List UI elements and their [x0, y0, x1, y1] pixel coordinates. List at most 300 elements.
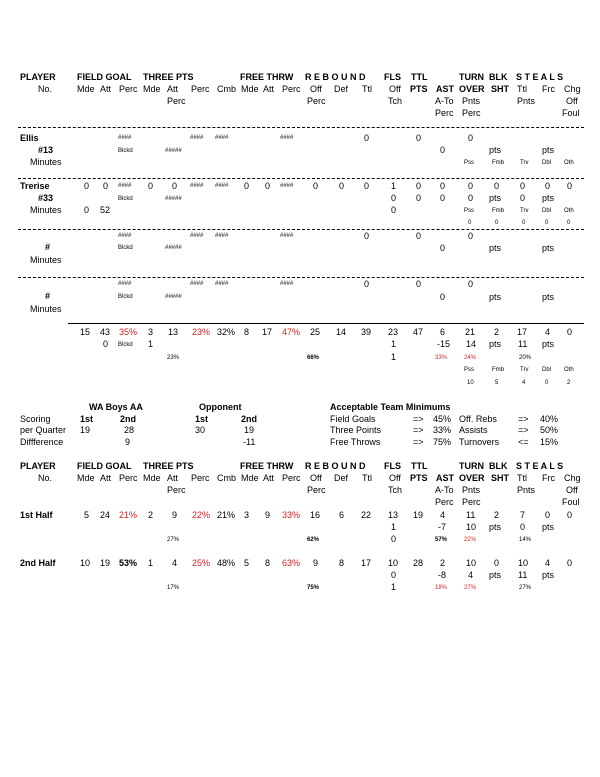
oth-value: 0 — [567, 220, 571, 226]
fg-attempts-heading: Att — [100, 84, 112, 94]
over-points: 4 — [468, 570, 474, 580]
assist-to-turnover: 0 — [440, 193, 446, 203]
forced-heading: Frc — [542, 473, 555, 483]
fg-made: 0 — [84, 181, 90, 191]
minimum-arrow: => — [518, 425, 529, 435]
shots-heading: SHT — [491, 84, 509, 94]
tp-att-percent: ##### — [165, 245, 182, 251]
rebound-def: 6 — [339, 510, 345, 520]
rebound-heading: R E B O U N D — [305, 72, 366, 82]
foul-heading: Foul — [562, 108, 580, 118]
scoring-label: Scoring — [20, 414, 51, 424]
player-number: # — [45, 242, 51, 252]
block-points-label: pts — [489, 193, 502, 203]
assist-to-turnover: 0 — [440, 292, 446, 302]
divider — [18, 178, 584, 179]
steal-points: 11 — [518, 570, 528, 580]
over-points-label: pts — [489, 292, 502, 302]
oth-label: Oth — [564, 160, 574, 166]
opp-second-score: 19 — [244, 425, 255, 435]
total-rebound-heading: Ttl — [362, 84, 372, 94]
assist-to-turnover: 0 — [440, 243, 446, 253]
blocks: 0 — [494, 558, 500, 568]
rebound-off: 16 — [310, 510, 321, 520]
tp-percent: #### — [190, 281, 204, 287]
fouls: 23 — [388, 327, 399, 337]
tp-attempts: 9 — [172, 510, 178, 520]
assists-heading: AST — [436, 473, 454, 483]
minimum-label: Three Points — [330, 425, 382, 435]
ato-percent: 33% — [435, 355, 448, 361]
minimum-label: Turnovers — [459, 437, 500, 447]
combined-percent: 21% — [217, 510, 236, 520]
steal-points-label: pts — [542, 339, 555, 349]
tp-made: 1 — [148, 558, 154, 568]
points: 47 — [413, 327, 424, 337]
steals-total-heading: Ttl — [517, 473, 527, 483]
over-percent: 27% — [464, 585, 477, 591]
fmb-value: 0 — [495, 220, 499, 226]
rebound-total: 0 — [364, 279, 370, 289]
ft-attempts: 0 — [265, 181, 271, 191]
dbl-label: Dbl — [542, 208, 552, 214]
off-reb-percent: 66% — [307, 355, 320, 361]
tp-att-percent: 17% — [167, 585, 180, 591]
blocked-label: Blckd — [118, 342, 133, 348]
fmb-value: 5 — [495, 380, 499, 386]
points-heading: PTS — [410, 84, 428, 94]
player-name: Ellis — [20, 133, 39, 143]
opponent-name: Opponent — [199, 402, 242, 412]
charge-heading: Chg — [564, 473, 581, 483]
turnovers: 10 — [466, 558, 477, 568]
blocks: 2 — [494, 327, 500, 337]
minutes-label: Minutes — [30, 304, 62, 314]
over-points-label: pts — [489, 339, 502, 349]
blocked-label: Blckd — [118, 196, 133, 202]
player-heading: PLAYER — [20, 72, 56, 82]
fouls-heading: FLS — [384, 72, 401, 82]
trv-value: 0 — [522, 220, 526, 226]
ft-percent-heading: Perc — [282, 84, 301, 94]
foul-off-heading: Off — [389, 473, 401, 483]
rebound-total: 0 — [364, 181, 370, 191]
ft-attempts-heading: Att — [263, 84, 275, 94]
minimum-arrow: <= — [518, 437, 529, 447]
tp-att-percent: ##### — [165, 148, 182, 154]
steal-percent: 20% — [519, 355, 532, 361]
free-throw-heading: FREE THRW — [240, 461, 294, 471]
touch-heading: Tch — [388, 485, 403, 495]
player-number: # — [45, 291, 51, 301]
tp-made: 2 — [148, 510, 154, 520]
fg-percent: 35% — [119, 327, 138, 337]
player-heading: PLAYER — [20, 461, 56, 471]
ft-percent: #### — [280, 183, 294, 189]
ft-attempts-heading: Att — [263, 473, 275, 483]
opp-second-half-heading: 2nd — [241, 414, 258, 424]
minimum-value: 15% — [540, 437, 559, 447]
steals: 0 — [520, 181, 526, 191]
combined-percent: 48% — [217, 558, 236, 568]
pss-value: 10 — [467, 380, 474, 386]
ft-attempts: 8 — [265, 558, 271, 568]
minimum-label: Field Goals — [330, 414, 376, 424]
steal-points: 0 — [520, 522, 526, 532]
team-first-score: 19 — [80, 425, 91, 435]
combined-percent: 32% — [217, 327, 236, 337]
total-rebound-heading: Ttl — [362, 473, 372, 483]
turnover-over-heading: OVER — [459, 84, 485, 94]
fg-attempts: 43 — [100, 327, 111, 337]
fouls-touch: 0 — [391, 193, 397, 203]
difference-label: Diffference — [20, 437, 64, 447]
minimum-label: Assists — [459, 425, 488, 435]
fg-percent: #### — [118, 281, 132, 287]
tp-combined: #### — [215, 281, 229, 287]
rebound-off: 25 — [310, 327, 321, 337]
ato-percent: 18% — [435, 585, 448, 591]
blocks-heading: BLK — [489, 72, 508, 82]
shots-heading: SHT — [491, 473, 509, 483]
forced: 0 — [545, 181, 551, 191]
points-heading: PTS — [410, 473, 428, 483]
steal-points-label: pts — [542, 292, 555, 302]
tp-att-percent: 27% — [167, 537, 180, 543]
fg-percent: #### — [118, 183, 132, 189]
ft-attempts: 17 — [262, 327, 273, 337]
points-2: 0 — [416, 193, 422, 203]
blocked-label: Blckd — [118, 245, 133, 251]
turnovers: 11 — [466, 510, 476, 520]
fg-made: 5 — [84, 510, 90, 520]
oth-label: Oth — [564, 208, 574, 214]
steals-heading: S T E A L S — [516, 72, 564, 82]
fg-percent-heading: Perc — [119, 473, 138, 483]
steals: 10 — [518, 558, 529, 568]
team-second-score: 28 — [124, 425, 135, 435]
charges: 0 — [567, 558, 573, 568]
steal-points-label: pts — [542, 522, 555, 532]
tp-attempts: 4 — [172, 558, 178, 568]
fouls: 0 — [416, 279, 422, 289]
team-difference: 9 — [125, 437, 131, 447]
over-percent: 24% — [464, 355, 477, 361]
tp-att-percent: ##### — [165, 196, 182, 202]
steal-points-heading: Pnts — [517, 485, 536, 495]
dbl-value: 0 — [545, 380, 549, 386]
minutes-label: Minutes — [30, 157, 62, 167]
minimum-value: 40% — [540, 414, 559, 424]
blocks: 2 — [494, 510, 500, 520]
tp-made: 3 — [148, 327, 154, 337]
steals-heading: S T E A L S — [516, 461, 564, 471]
over-points: 0 — [468, 193, 474, 203]
dbl-label: Dbl — [542, 160, 552, 166]
points: 19 — [413, 510, 424, 520]
steals-total-heading: Ttl — [517, 84, 527, 94]
rebound-def: 14 — [336, 327, 347, 337]
ft-percent: 63% — [282, 558, 301, 568]
ft-percent: #### — [280, 233, 294, 239]
off-reb-percent: 75% — [307, 585, 320, 591]
fg-attempts: 0 — [103, 181, 109, 191]
fouls-3: 1 — [391, 582, 397, 592]
minimum-value: 45% — [433, 414, 452, 424]
tp-percent: 22% — [192, 510, 211, 520]
rebound-def: 0 — [339, 181, 345, 191]
rebound-off: 0 — [313, 181, 319, 191]
fouls-3: 1 — [391, 352, 397, 362]
ato-percent: 57% — [435, 537, 448, 543]
ft-percent: #### — [280, 281, 294, 287]
over-perc-heading: Perc — [462, 497, 481, 507]
minimum-label: Free Throws — [330, 437, 381, 447]
minimum-value: 50% — [540, 425, 559, 435]
blocks: 0 — [494, 181, 500, 191]
fg-made: 10 — [80, 558, 91, 568]
fg-attempts-heading: Att — [100, 473, 112, 483]
fouls: 1 — [391, 181, 397, 191]
total-heading: TTL — [411, 461, 428, 471]
minutes-label: Minutes — [30, 205, 62, 215]
fouls-3: 0 — [391, 534, 397, 544]
fmb-label: Fmb — [492, 208, 504, 214]
opp-difference: -11 — [243, 437, 256, 447]
defensive-rebound-heading: Def — [334, 473, 349, 483]
foul-off-heading: Off — [389, 84, 401, 94]
steal-points-label: pts — [542, 145, 555, 155]
tp-att-percent: 23% — [167, 355, 180, 361]
charge-heading: Chg — [564, 84, 581, 94]
tp-attempts: 13 — [168, 327, 179, 337]
over-points-label: pts — [489, 243, 502, 253]
tp-percent: #### — [190, 135, 204, 141]
tp-percent: #### — [190, 233, 204, 239]
over-points-label: pts — [489, 570, 502, 580]
charge-off-heading: Off — [566, 96, 578, 106]
assist-turnover-heading: A-To — [435, 96, 454, 106]
trv-label: Trv — [520, 208, 529, 214]
team-name: WA Boys AA — [89, 402, 143, 412]
per-quarter-label: per Quarter — [20, 425, 67, 435]
fg-percent: 21% — [119, 510, 138, 520]
points: 28 — [413, 558, 424, 568]
assists: 4 — [440, 510, 446, 520]
ft-percent: #### — [280, 135, 294, 141]
steal-percent: 14% — [519, 537, 532, 543]
half-label: 1st Half — [20, 510, 53, 520]
ft-percent: 33% — [282, 510, 301, 520]
steal-points: 0 — [520, 193, 526, 203]
turnovers: 0 — [468, 279, 474, 289]
steal-points-heading: Pnts — [517, 96, 536, 106]
team-second-half-heading: 2nd — [120, 414, 137, 424]
turnovers: 0 — [468, 133, 474, 143]
rebound-total: 17 — [361, 558, 372, 568]
over-perc-heading: Perc — [462, 108, 481, 118]
trv-label: Trv — [520, 160, 529, 166]
charge-off-heading: Off — [566, 485, 578, 495]
pss-value: 0 — [468, 220, 472, 226]
fouls-3: 0 — [391, 205, 397, 215]
tp-combined: #### — [215, 135, 229, 141]
combined-heading: Cmb — [217, 84, 237, 94]
blocks-heading: BLK — [489, 461, 508, 471]
charges: 0 — [567, 327, 573, 337]
fg-percent: #### — [118, 135, 132, 141]
minimum-value: 33% — [433, 425, 452, 435]
tp-percent-heading: Perc — [191, 473, 210, 483]
steal-points-label: pts — [542, 193, 555, 203]
fg-made-heading: Mde — [77, 84, 95, 94]
points: 0 — [416, 181, 422, 191]
fouls: 0 — [416, 133, 422, 143]
minimums-title: Acceptable Team Minimums — [330, 402, 451, 412]
steal-points: 11 — [518, 339, 528, 349]
steals: 7 — [520, 510, 526, 520]
pss-label: Pss — [464, 160, 475, 166]
touch-heading: Tch — [388, 96, 403, 106]
rebound-total: 0 — [364, 231, 370, 241]
three-pts-heading: THREE PTS — [143, 72, 194, 82]
field-goal-heading: FIELD GOAL — [77, 72, 132, 82]
divider — [18, 229, 584, 230]
player-number: #33 — [38, 193, 54, 203]
rebound-heading: R E B O U N D — [305, 461, 366, 471]
opp-first-half-heading: 1st — [195, 414, 209, 424]
assist-to-turnover: -7 — [438, 522, 447, 532]
opp-first-score: 30 — [195, 425, 206, 435]
steal-points-label: pts — [542, 243, 555, 253]
tp-percent-heading: Perc — [191, 84, 210, 94]
assist-to-turnover: -15 — [437, 339, 451, 349]
fouls: 10 — [388, 558, 399, 568]
rebound-total: 39 — [361, 327, 372, 337]
minimum-value: 75% — [433, 437, 452, 447]
charges: 0 — [567, 181, 573, 191]
tp-combined: #### — [215, 183, 229, 189]
half-label: 2nd Half — [20, 558, 56, 568]
off-reb-percent: 62% — [307, 537, 320, 543]
fouls: 0 — [416, 231, 422, 241]
ft-made: 0 — [244, 181, 250, 191]
totals-line — [68, 323, 584, 324]
tp-made-2: 1 — [148, 339, 154, 349]
pss-label: Pss — [464, 367, 475, 373]
assist-to-turnover: -8 — [438, 570, 447, 580]
minutes-value: 52 — [100, 205, 111, 215]
fg-made-heading: Mde — [77, 473, 95, 483]
dbl-value: 0 — [545, 220, 549, 226]
pss-label: Pss — [464, 208, 475, 214]
turnover-heading: TURN — [459, 461, 484, 471]
over-percent: 22% — [464, 537, 477, 543]
steal-points-label: pts — [542, 570, 555, 580]
fg-percent-heading: Perc — [119, 84, 138, 94]
fg-percent: #### — [118, 233, 132, 239]
assist-turnover-heading: A-To — [435, 485, 454, 495]
tp-combined: #### — [215, 233, 229, 239]
forced: 4 — [545, 327, 551, 337]
fg-attempts-2: 0 — [103, 339, 109, 349]
tp-attempts-heading: Att — [167, 84, 179, 94]
field-goal-heading: FIELD GOAL — [77, 461, 132, 471]
turnover-over-heading: OVER — [459, 473, 485, 483]
ft-percent: 47% — [282, 327, 301, 337]
assists: 2 — [440, 558, 446, 568]
minimum-arrow: => — [518, 414, 529, 424]
trv-value: 4 — [522, 380, 526, 386]
fg-percent: 53% — [119, 558, 138, 568]
over-points: 10 — [466, 522, 477, 532]
fouls-touch: 1 — [391, 522, 397, 532]
total-heading: TTL — [411, 72, 428, 82]
charges: 0 — [567, 510, 573, 520]
oth-value: 2 — [567, 380, 571, 386]
ft-made-heading: Mde — [241, 473, 259, 483]
tp-made-heading: Mde — [143, 473, 161, 483]
ft-made-heading: Mde — [241, 84, 259, 94]
fmb-label: Fmb — [492, 367, 504, 373]
forced: 0 — [545, 510, 551, 520]
ft-made: 5 — [244, 558, 250, 568]
fmb-label: Fmb — [492, 160, 504, 166]
tp-percent: #### — [190, 183, 204, 189]
trv-label: Trv — [520, 367, 529, 373]
team-first-half-heading: 1st — [80, 414, 94, 424]
foul-heading: Foul — [562, 497, 580, 507]
assist-to-turnover: 0 — [440, 145, 446, 155]
divider — [18, 127, 584, 128]
minimum-arrow: => — [413, 437, 424, 447]
turnovers: 0 — [468, 181, 474, 191]
combined-heading: Cmb — [217, 473, 237, 483]
minutes-start: 0 — [84, 205, 90, 215]
rebound-off: 9 — [313, 558, 319, 568]
tp-att-percent: ##### — [165, 294, 182, 300]
over-points: 14 — [466, 339, 477, 349]
tp-attempts-heading: Att — [167, 473, 179, 483]
assists: 6 — [440, 327, 446, 337]
ft-percent-heading: Perc — [282, 473, 301, 483]
over-points-label: pts — [489, 145, 502, 155]
ato-perc-heading: Perc — [435, 497, 454, 507]
fouls-heading: FLS — [384, 461, 401, 471]
forced: 4 — [545, 558, 551, 568]
minimum-arrow: => — [413, 425, 424, 435]
assists: 0 — [440, 181, 446, 191]
over-points-label: pts — [489, 522, 502, 532]
fg-attempts: 19 — [100, 558, 111, 568]
minutes-label: Minutes — [30, 255, 62, 265]
steals: 17 — [517, 327, 528, 337]
off-reb-perc-heading: Perc — [307, 485, 326, 495]
turnover-heading: TURN — [459, 72, 484, 82]
blocked-label: Blckd — [118, 294, 133, 300]
free-throw-heading: FREE THRW — [240, 72, 294, 82]
offensive-rebound-heading: Off — [310, 84, 322, 94]
steal-percent: 27% — [519, 585, 532, 591]
three-pts-heading: THREE PTS — [143, 461, 194, 471]
fouls-touch: 1 — [391, 339, 397, 349]
fg-attempts: 24 — [100, 510, 111, 520]
ft-made: 3 — [244, 510, 250, 520]
tp-made-heading: Mde — [143, 84, 161, 94]
rebound-total: 22 — [361, 510, 372, 520]
fg-made: 15 — [80, 327, 91, 337]
off-reb-perc-heading: Perc — [307, 96, 326, 106]
